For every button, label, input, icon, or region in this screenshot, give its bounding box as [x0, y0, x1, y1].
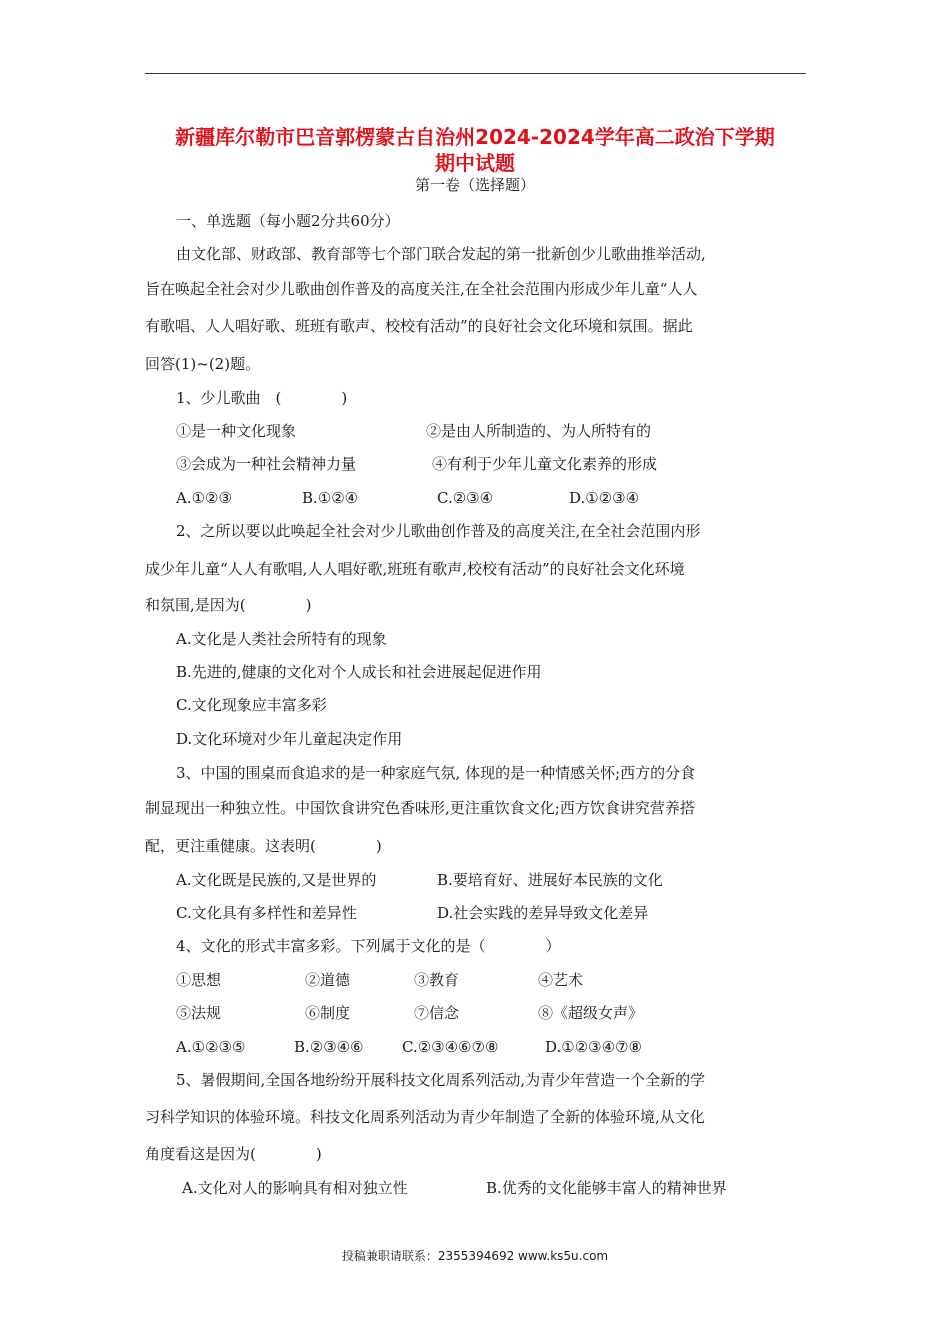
q5-option-b: B.优秀的文化能够丰富人的精神世界	[486, 1179, 727, 1197]
q4-item-3: ③教育	[414, 971, 460, 989]
q3-option-b: B.要培育好、进展好本民族的文化	[437, 871, 663, 889]
q4-item-6: ⑥制度	[305, 1004, 351, 1022]
q2-option-a: A.文化是人类社会所特有的现象	[176, 630, 387, 648]
q4-item-8: ⑧《超级女声》	[538, 1004, 644, 1022]
q4-stem: 4、文化的形式丰富多彩。下列属于文化的是（ ）	[176, 937, 561, 955]
q5-stem-line-2: 习科学知识的体验环境。科技文化周系列活动为青少年制造了全新的体验环境,从文化	[145, 1108, 705, 1126]
q1-option-c: C.②③④	[437, 489, 494, 507]
q1-option-d: D.①②③④	[569, 489, 640, 507]
q4-item-7: ⑦信念	[414, 1004, 460, 1022]
intro-line-3: 有歌唱、人人唱好歌、班班有歌声、校校有活动”的良好社会文化环境和氛围。据此	[145, 317, 693, 335]
intro-line-4: 回答(1)~(2)题。	[145, 355, 261, 373]
q4-item-5: ⑤法规	[176, 1004, 222, 1022]
document-title-line-2: 期中试题	[435, 151, 515, 175]
q3-stem-line-2: 制显现出一种独立性。中国饮食讲究色香味形,更注重饮食文化;西方饮食讲究营养搭	[145, 799, 695, 817]
q5-stem-line-3: 角度看这是因为( )	[145, 1145, 322, 1163]
q3-option-c: C.文化具有多样性和差异性	[176, 904, 357, 922]
q3-stem-line-3: 配，更注重健康。这表明( )	[145, 837, 382, 855]
header-rule	[145, 73, 806, 74]
q2-stem-line-3: 和氛围,是因为( )	[145, 596, 312, 614]
page-footer: 投稿兼职请联系：2355394692 www.ks5u.com	[341, 1249, 609, 1263]
q2-option-b: B.先进的,健康的文化对个人成长和社会进展起促进作用	[176, 663, 542, 681]
q5-option-a: A.文化对人的影响具有相对独立性	[182, 1179, 408, 1197]
volume-heading: 第一卷（选择题）	[414, 176, 535, 194]
q4-option-b: B.②③④⑥	[294, 1038, 364, 1056]
q4-option-d: D.①②③④⑦⑧	[545, 1038, 642, 1056]
q1-item-3: ③会成为一种社会精神力量	[176, 455, 357, 473]
q2-option-d: D.文化环境对少年儿童起决定作用	[176, 730, 403, 748]
intro-line-1: 由文化部、财政部、教育部等七个部门联合发起的第一批新创少儿歌曲推举活动,	[176, 245, 706, 263]
q1-item-2: ②是由人所制造的、为人所特有的	[426, 422, 652, 440]
document-title-line-1: 新疆库尔勒市巴音郭楞蒙古自治州2024-2024学年高二政治下学期	[175, 125, 775, 149]
q2-option-c: C.文化现象应丰富多彩	[176, 696, 327, 714]
q4-item-2: ②道德	[305, 971, 351, 989]
q4-option-a: A.①②③⑤	[176, 1038, 246, 1056]
intro-line-2: 旨在唤起全社会对少儿歌曲创作普及的高度关注,在全社会范围内形成少年儿童“人人	[145, 280, 698, 298]
q4-item-1: ①思想	[176, 971, 222, 989]
q1-option-b: B.①②④	[302, 489, 359, 507]
q1-option-a: A.①②③	[176, 489, 232, 507]
q3-option-a: A.文化既是民族的,又是世界的	[176, 871, 377, 889]
q3-option-d: D.社会实践的差异导致文化差异	[437, 904, 649, 922]
q1-item-4: ④有利于少年儿童文化素养的形成	[432, 455, 658, 473]
q1-stem: 1、少儿歌曲 ( )	[176, 389, 348, 407]
q2-stem-line-2: 成少年儿童“人人有歌唱,人人唱好歌,班班有歌声,校校有活动”的良好社会文化环境	[145, 560, 685, 578]
q5-stem-line-1: 5、暑假期间,全国各地纷纷开展科技文化周系列活动,为青少年营造一个全新的学	[176, 1071, 706, 1089]
section-heading: 一、单选题（每小题2分共60分）	[176, 212, 400, 230]
q3-stem-line-1: 3、中国的围桌而食追求的是一种家庭气氛, 体现的是一种情感关怀;西方的分食	[176, 764, 696, 782]
q2-stem-line-1: 2、之所以要以此唤起全社会对少儿歌曲创作普及的高度关注,在全社会范围内形	[176, 522, 701, 540]
q4-option-c: C.②③④⑥⑦⑧	[402, 1038, 499, 1056]
q4-item-4: ④艺术	[538, 971, 584, 989]
q1-item-1: ①是一种文化现象	[176, 422, 297, 440]
